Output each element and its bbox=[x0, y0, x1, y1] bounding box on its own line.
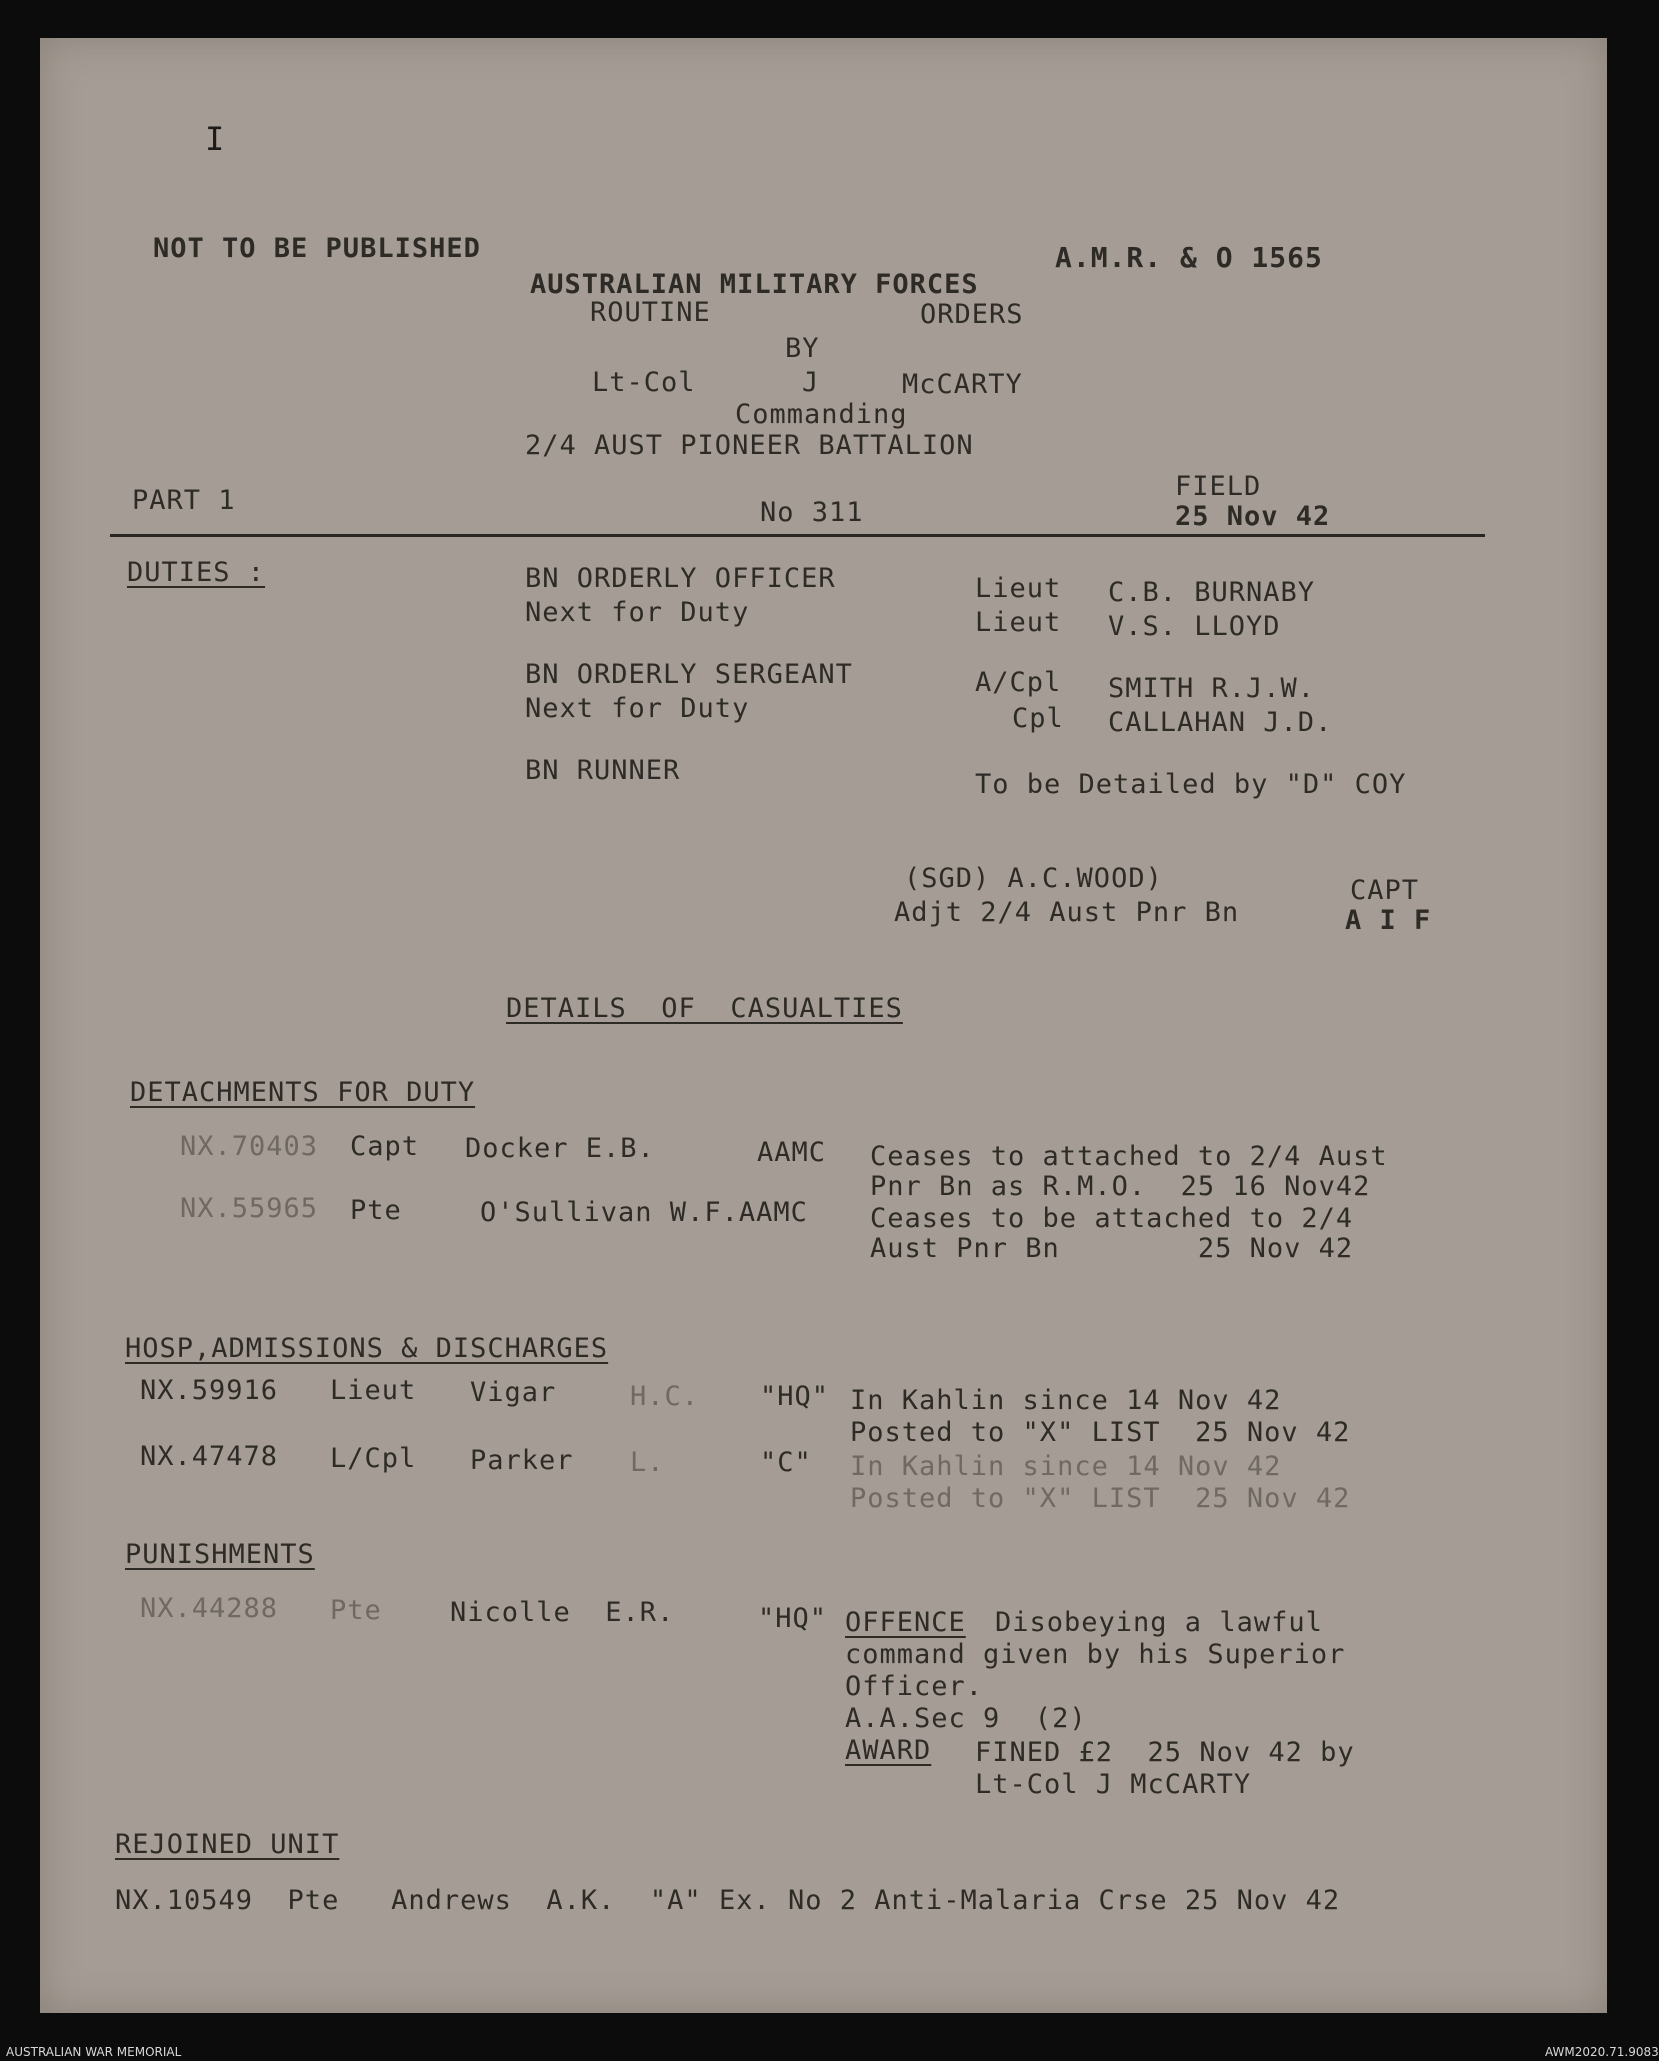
award-text: FINED £2 25 Nov 42 by bbox=[975, 1737, 1355, 1768]
entry-name: Parker bbox=[470, 1445, 574, 1476]
entry-name: Vigar bbox=[470, 1377, 557, 1408]
header-orders: ORDERS bbox=[920, 299, 1024, 330]
entry-text: Posted to "X" LIST 25 Nov 42 bbox=[850, 1417, 1351, 1448]
entry-text: Ceases to attached to 2/4 Aust bbox=[870, 1141, 1388, 1172]
commanding-label: Commanding bbox=[735, 399, 908, 430]
footer-institution: AUSTRALIAN WAR MEMORIAL bbox=[6, 2045, 182, 2059]
unit-name: 2/4 AUST PIONEER BATTALION bbox=[525, 430, 974, 461]
location-label: FIELD bbox=[1175, 471, 1262, 502]
entry-initials: L. bbox=[630, 1447, 665, 1478]
punishments-heading: PUNISHMENTS bbox=[125, 1539, 315, 1570]
signature-title: Adjt 2/4 Aust Pnr Bn bbox=[894, 897, 1240, 928]
entry-rank: Capt bbox=[350, 1131, 420, 1162]
entry-number: NX.59916 bbox=[140, 1375, 279, 1406]
commander-rank: Lt-Col bbox=[592, 367, 696, 398]
footer-reference: AWM2020.71.9083 bbox=[1545, 2045, 1659, 2059]
part-label: PART 1 bbox=[132, 485, 236, 516]
duty-name: V.S. LLOYD bbox=[1108, 611, 1281, 642]
runner-detail: To be Detailed by "D" COY bbox=[975, 769, 1407, 800]
entry-text: In Kahlin since 14 Nov 42 bbox=[850, 1451, 1282, 1482]
order-date: 25 Nov 42 bbox=[1175, 501, 1331, 532]
casualties-heading: DETAILS OF CASUALTIES bbox=[506, 993, 903, 1024]
duty-name: CALLAHAN J.D. bbox=[1108, 707, 1333, 738]
entry-rank: Lieut bbox=[330, 1375, 417, 1406]
duty-role: BN ORDERLY SERGEANT bbox=[525, 659, 853, 690]
header-rule bbox=[110, 534, 1485, 537]
entry-coy: "HQ" bbox=[758, 1603, 828, 1634]
offence-text: command given by his Superior bbox=[845, 1639, 1346, 1670]
duty-rank: Lieut bbox=[975, 573, 1062, 604]
tick-mark: I bbox=[205, 120, 226, 158]
duty-role: Next for Duty bbox=[525, 597, 750, 628]
entry-coy: "HQ" bbox=[760, 1381, 830, 1412]
detachments-heading: DETACHMENTS FOR DUTY bbox=[130, 1077, 476, 1108]
duty-role: Next for Duty bbox=[525, 693, 750, 724]
order-number: No 311 bbox=[760, 497, 864, 528]
entry-name: Nicolle E.R. bbox=[450, 1597, 675, 1628]
amr-reference: A.M.R. & O 1565 bbox=[1055, 241, 1323, 274]
offence-text: Officer. bbox=[845, 1671, 984, 1702]
commander-initial: J bbox=[802, 367, 820, 398]
header-routine: ROUTINE bbox=[590, 297, 711, 328]
entry-name: O'Sullivan W.F.AAMC bbox=[480, 1197, 808, 1228]
entry-rank: Pte bbox=[330, 1595, 382, 1626]
award-label: AWARD bbox=[845, 1735, 932, 1766]
signature-force: A I F bbox=[1345, 905, 1432, 936]
offence-text: Disobeying a lawful bbox=[995, 1607, 1323, 1638]
entry-name: Docker E.B. bbox=[465, 1133, 655, 1164]
duty-rank: A/Cpl bbox=[975, 667, 1062, 698]
hospital-heading: HOSP,ADMISSIONS & DISCHARGES bbox=[125, 1333, 609, 1364]
rejoined-heading: REJOINED UNIT bbox=[115, 1829, 340, 1860]
signature-signed: (SGD) A.C.WOOD) bbox=[904, 863, 1163, 894]
entry-number: NX.55965 bbox=[180, 1193, 319, 1224]
duty-role: BN ORDERLY OFFICER bbox=[525, 563, 836, 594]
entry-initials: H.C. bbox=[630, 1381, 700, 1412]
entry-text: Aust Pnr Bn 25 Nov 42 bbox=[870, 1233, 1354, 1264]
entry-number: NX.47478 bbox=[140, 1441, 279, 1472]
entry-text: Posted to "X" LIST 25 Nov 42 bbox=[850, 1483, 1351, 1514]
entry-rank: L/Cpl bbox=[330, 1443, 417, 1474]
header-by: BY bbox=[785, 333, 820, 364]
not-published-notice: NOT TO BE PUBLISHED bbox=[153, 233, 481, 264]
duty-rank: Cpl bbox=[1012, 703, 1064, 734]
duties-heading: DUTIES : bbox=[127, 557, 266, 588]
offence-label: OFFENCE bbox=[845, 1607, 966, 1638]
runner-role: BN RUNNER bbox=[525, 755, 681, 786]
offence-section: A.A.Sec 9 (2) bbox=[845, 1703, 1087, 1734]
entry-rank: Pte bbox=[350, 1195, 402, 1226]
commander-surname: McCARTY bbox=[902, 369, 1023, 400]
entry-text: Ceases to be attached to 2/4 bbox=[870, 1203, 1354, 1234]
document-page bbox=[40, 38, 1607, 2013]
entry-number: NX.44288 bbox=[140, 1593, 279, 1624]
duty-name: C.B. BURNABY bbox=[1108, 577, 1316, 608]
entry-unit: AAMC bbox=[757, 1137, 827, 1168]
entry-text: Pnr Bn as R.M.O. 25 16 Nov42 bbox=[870, 1171, 1371, 1202]
award-text: Lt-Col J McCARTY bbox=[975, 1769, 1252, 1800]
signature-rank: CAPT bbox=[1350, 875, 1420, 906]
duty-rank: Lieut bbox=[975, 607, 1062, 638]
entry-text: In Kahlin since 14 Nov 42 bbox=[850, 1385, 1282, 1416]
entry-coy: "C" bbox=[760, 1447, 812, 1478]
duty-name: SMITH R.J.W. bbox=[1108, 673, 1316, 704]
entry-number: NX.70403 bbox=[180, 1131, 319, 1162]
header-line-1: AUSTRALIAN MILITARY FORCES bbox=[530, 269, 979, 300]
rejoined-entry: NX.10549 Pte Andrews A.K. "A" Ex. No 2 Anti-Malaria Crse 25 Nov 42 bbox=[115, 1885, 1341, 1916]
